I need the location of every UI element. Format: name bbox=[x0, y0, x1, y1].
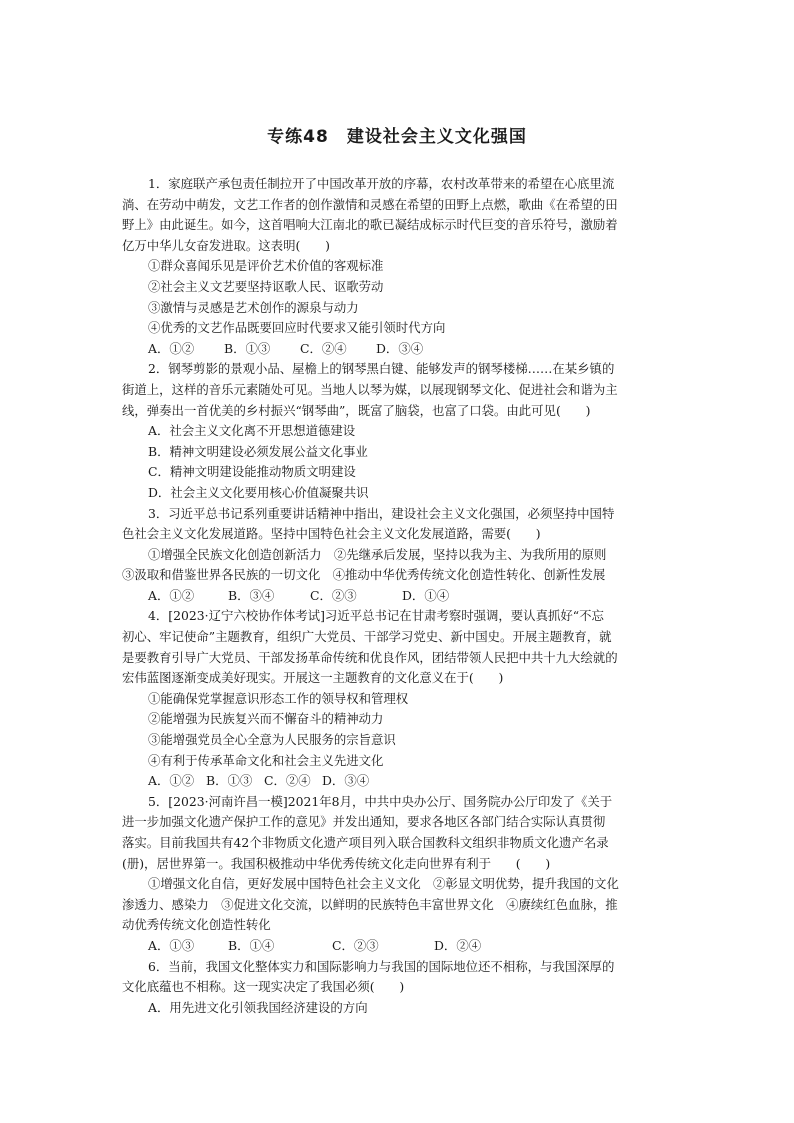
choice-d: D．②④ bbox=[434, 937, 482, 953]
question-stem-line: 宏伟蓝图逐渐变成美好现实。开展这一主题教育的文化意义在于( ) bbox=[122, 670, 504, 686]
statement-item: ③激情与灵感是艺术创作的源泉与动力 bbox=[148, 299, 359, 315]
statement-line: 动优秀传统文化创造性转化 bbox=[122, 917, 271, 933]
choice-b: B．①④ bbox=[228, 937, 275, 953]
question-stem-line: (册)，居世界第一。我国积极推动中华优秀传统文化走向世界有利于 ( ) bbox=[122, 855, 551, 871]
choice-c: C．②④ bbox=[300, 340, 347, 356]
question-stem-line: 落实。目前我国共有42个非物质文化遗产项目列入联合国教科文组织非物质文化遗产名录 bbox=[122, 835, 609, 850]
answer-choices bbox=[122, 339, 670, 360]
choice-d: D．③④ bbox=[376, 340, 424, 356]
statement-line: ①增强全民族文化创造创新活力 ②先继承后发展，坚持以我为主、为我所用的原则 bbox=[148, 546, 607, 562]
choice-b: B．③④ bbox=[228, 587, 275, 603]
question-stem-line: 亿万中华儿女奋发进取。这表明( ) bbox=[122, 237, 330, 253]
choice-b: B．①③ bbox=[224, 340, 271, 356]
choice-a: A．社会主义文化离不开思想道德建设 bbox=[148, 423, 356, 439]
answer-choices bbox=[122, 771, 670, 792]
choice-a: A．用先进文化引领我国经济建设的方向 bbox=[148, 999, 368, 1015]
choice-b: B．精神文明建设必须发展公益文化事业 bbox=[148, 443, 368, 459]
statement-item: ①能确保党掌握意识形态工作的领导权和管理权 bbox=[148, 690, 409, 706]
question-stem-line: 色社会主义文化发展道路。坚持中国特色社会主义文化发展道路，需要( ) bbox=[122, 526, 541, 542]
choice-a: A．①② bbox=[148, 587, 195, 603]
question-6 bbox=[122, 957, 670, 1019]
statement-item: ③能增强党员全心全意为人民服务的宗旨意识 bbox=[148, 732, 396, 748]
question-4 bbox=[122, 606, 670, 791]
question-stem-line: 进一步加强文化遗产保护工作的意见》并发出通知，要求各地区各部门结合实际认真贯彻 bbox=[122, 814, 606, 830]
question-1 bbox=[122, 174, 670, 359]
statement-line: ③汲取和借鉴世界各民族的一切文化 ④推动中华优秀传统文化创造性转化、创新性发展 bbox=[122, 567, 606, 583]
choice-d: D．①④ bbox=[402, 587, 450, 603]
question-stem-line: 3．习近平总书记系列重要讲话精神中指出，建设社会主义文化强国，必须坚持中国特 bbox=[148, 505, 615, 521]
choice-d: D．社会主义文化要用核心价值凝聚共识 bbox=[148, 484, 369, 500]
question-list bbox=[122, 174, 670, 1018]
question-stem-line: 4．[2023·辽宁六校协作体考试]习近平总书记在甘肃考察时强调，要认真抓好“不忘 bbox=[148, 608, 604, 624]
answer-choices bbox=[122, 936, 670, 957]
choice-a: A．①② bbox=[148, 340, 195, 356]
question-3 bbox=[122, 504, 670, 607]
statement-line: ①增强文化自信，更好发展中国特色社会主义文化 ②彰显文明优势，提升我国的文化 bbox=[148, 876, 619, 892]
question-stem-line: 初心、牢记使命”主题教育，组织广大党员、干部学习党史、新中国史。开展主题教育，就 bbox=[122, 629, 612, 645]
question-stem-line: 6．当前，我国文化整体实力和国际影响力与我国的国际地位还不相称，与我国深厚的 bbox=[148, 958, 615, 974]
page-title: 专练48 建设社会主义文化强国 bbox=[267, 127, 527, 147]
statement-item: ②能增强为民族复兴而不懈奋斗的精神动力 bbox=[148, 711, 384, 727]
statement-item: ②社会主义文艺要坚持讴歌人民、讴歌劳动 bbox=[148, 278, 384, 294]
question-stem-line: 文化底蕴也不相称。这一现实决定了我国必须( ) bbox=[122, 979, 405, 995]
statement-item: ④优秀的文艺作品既要回应时代要求又能引领时代方向 bbox=[148, 320, 446, 336]
statement-item: ④有利于传承革命文化和社会主义先进文化 bbox=[148, 752, 384, 768]
choice-c: C．②④ bbox=[264, 773, 311, 789]
choice-a: A．①② bbox=[148, 773, 195, 789]
question-5 bbox=[122, 792, 670, 957]
question-stem-line: 线，弹奏出一首优美的乡村振兴“钢琴曲”，既富了脑袋，也富了口袋。由此可见( ) bbox=[122, 402, 591, 418]
question-stem-line: 1．家庭联产承包责任制拉开了中国改革开放的序幕，农村改革带来的希望在心底里流 bbox=[148, 176, 615, 191]
statement-item: ①群众喜闻乐见是评价艺术价值的客观标准 bbox=[148, 258, 384, 274]
question-stem-line: 2．钢琴剪影的景观小品、屋檐上的钢琴黑白键、能够发声的钢琴楼梯……在某乡镇的 bbox=[148, 361, 615, 377]
statement-line: 渗透力、感染力 ③促进文化交流，以鲜明的民族特色丰富世界文化 ④赓续红色血脉，推 bbox=[122, 896, 618, 912]
answer-choices bbox=[122, 586, 670, 607]
choice-a: A．①③ bbox=[148, 937, 195, 953]
question-stem-line: 街道上，这样的音乐元素随处可见。当地人以琴为媒，以展现钢琴文化、促进社会和谐为主 bbox=[122, 381, 618, 397]
choice-b: B．①③ bbox=[206, 773, 253, 789]
question-stem-line: 是要教育引导广大党员、干部发扬革命传统和优良作风，团结带领人民把中共十九大绘就的 bbox=[122, 649, 618, 665]
choice-d: D．③④ bbox=[322, 773, 370, 789]
question-2 bbox=[122, 359, 670, 503]
question-stem-line: 5．[2023·河南许昌一模]2021年8月，中共中央办公厅、国务院办公厅印发了《关于 bbox=[148, 793, 613, 809]
choice-c: C．②③ bbox=[332, 937, 379, 953]
question-stem-line: 野上》由此诞生。如今，这首唱响大江南北的歌已凝结成标示时代巨变的音乐符号，激励着 bbox=[122, 217, 618, 233]
question-stem-line: 淌、在劳动中萌发，文艺工作者的创作激情和灵感在希望的田野上点燃，歌曲《在希望的田 bbox=[122, 196, 618, 212]
choice-c: C．②③ bbox=[310, 587, 357, 603]
choice-c: C．精神文明建设能推动物质文明建设 bbox=[148, 464, 356, 480]
